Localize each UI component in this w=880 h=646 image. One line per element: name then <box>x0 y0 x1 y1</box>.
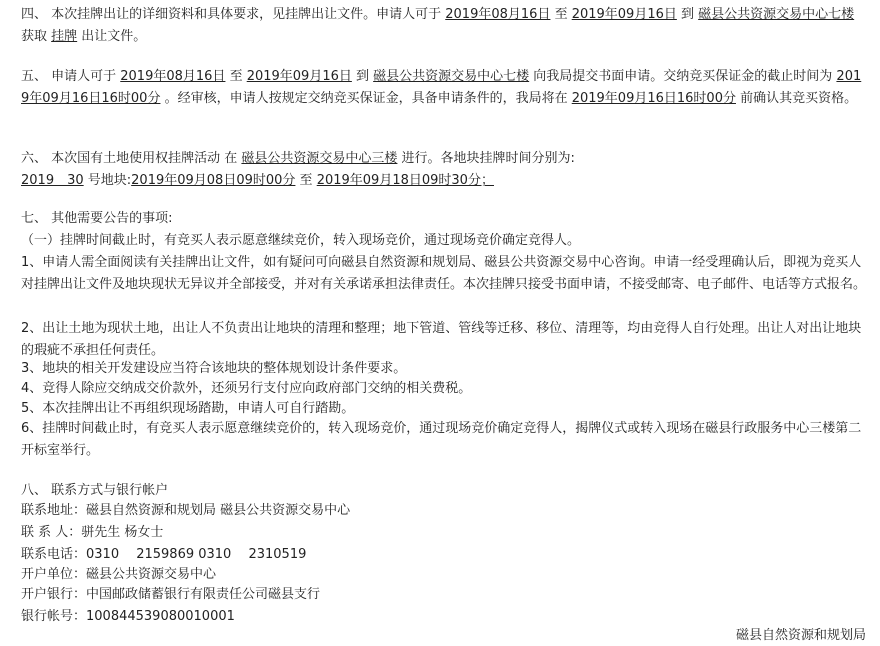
date-end: 2019年09月16日 <box>246 69 352 84</box>
account-bank: 开户银行：中国邮政储蓄银行有限责任公司磁县支行 <box>21 587 321 602</box>
text: 六、 本次国有土地使用权挂牌活动 在 <box>21 151 242 166</box>
text: 获取 <box>21 7 859 44</box>
contact-address: 联系地址：磁县自然资源和规划局 磁县公共资源交易中心 <box>21 503 351 518</box>
account-number: 银行帐号：100844539080010001 <box>21 609 235 624</box>
place: 磁县公共资源交易中心七楼 <box>698 7 855 22</box>
word: 挂牌 <box>51 29 78 44</box>
date-start: 2019年08月16日 <box>445 7 551 22</box>
section-5 <box>21 66 867 110</box>
section-7-title: 七、 其他需要公告的事项: <box>21 211 173 226</box>
signature: 磁县自然资源和规划局 <box>735 628 866 643</box>
text: 至 <box>295 173 317 188</box>
account-unit: 开户单位：磁县公共资源交易中心 <box>21 567 217 582</box>
time-end: 2019年09月18日09时30分 <box>316 173 481 188</box>
section-7-item: 5、本次挂牌出让不再组织现场踏勘，申请人可自行踏勘。 <box>21 401 355 416</box>
section-7-item: （一）挂牌时间截止时，有竞买人表示愿意继续竞价，转入现场竞价，通过现场竞价确定竞得人。 <box>21 233 581 248</box>
section-7-item: 2、出让土地为现状土地，出让人不负责出让地块的清理和整理；地下管道、管线等迁移、移位、清理等，均由竞得人自行处理。出让人对出让地块的瑕疵不承担任何责任。 <box>21 321 862 358</box>
section-8-title: 八、 联系方式与银行帐户 <box>21 483 169 498</box>
place: 磁县公共资源交易中心七楼 <box>373 69 530 84</box>
text: 出让文件。 <box>77 29 147 44</box>
deadline: 2019年09月16日16时00分 <box>21 69 862 106</box>
text: 至 <box>225 69 247 84</box>
text: 。经审核，申请人按规定交纳竞买保证金，具备申请条件的，我局将在 <box>160 91 572 106</box>
time-start: 2019年09月08日09时00分 <box>131 173 296 188</box>
text: 前确认其竞买资格。 <box>735 91 858 106</box>
date-end: 2019年09月16日 <box>571 7 677 22</box>
date-start: 2019年08月16日 <box>120 69 226 84</box>
section-7-item: 6、挂牌时间截止时，有竞买人表示愿意继续竞价的，转入现场竞价，通过现场竞价确定竞得人，揭牌仪式或转入现场在磁县行政服务中心三楼第二开标室举行。 <box>21 421 862 458</box>
confirm-time: 2019年09月16日16时00分 <box>571 91 736 106</box>
section-7-item: 4、竞得人除应交纳成交价款外，还须另行支付应向政府部门交纳的相关费税。 <box>21 381 472 396</box>
text: 至 <box>550 7 572 22</box>
text: 四、 本次挂牌出让的详细资料和具体要求，见挂牌出让文件。申请人可于 <box>21 7 446 22</box>
section-7-item: 1、申请人需全面阅读有关挂牌出让文件，如有疑问可向磁县自然资源和规划局、磁县公共资源交易中心咨询。申请一经受理确认后，即视为竞买人对挂牌出让文件及地块现状无异议并全部接受，并对有关承诺承担法律责任。本次挂牌只接受书面申请，不接受邮寄、电子邮件、电话等方式报名。 <box>21 255 867 292</box>
contact-person: 联 系 人：骈先生 杨女士 <box>21 525 164 540</box>
section-4 <box>21 4 867 48</box>
section-7-item: 3、地块的相关开发建设应当符合该地块的整体规划设计条件要求。 <box>21 361 407 376</box>
text: 进行。各地块挂牌时间分别为: <box>397 151 575 166</box>
text: 向我局提交书面申请。交纳竞买保证金的截止时间为 <box>529 69 837 84</box>
text: 五、 申请人可于 <box>21 69 121 84</box>
text: 到 <box>676 7 699 22</box>
section-6-line2 <box>21 170 867 192</box>
text: ； <box>480 173 494 188</box>
place: 磁县公共资源交易中心三楼 <box>241 151 398 166</box>
section-6 <box>21 148 867 170</box>
text: 号地块: <box>83 173 132 188</box>
contact-phone: 联系电话：0310 2159869 0310 2310519 <box>21 547 307 562</box>
text: 到 <box>351 69 374 84</box>
plot-number: 2019 30 <box>21 173 84 188</box>
